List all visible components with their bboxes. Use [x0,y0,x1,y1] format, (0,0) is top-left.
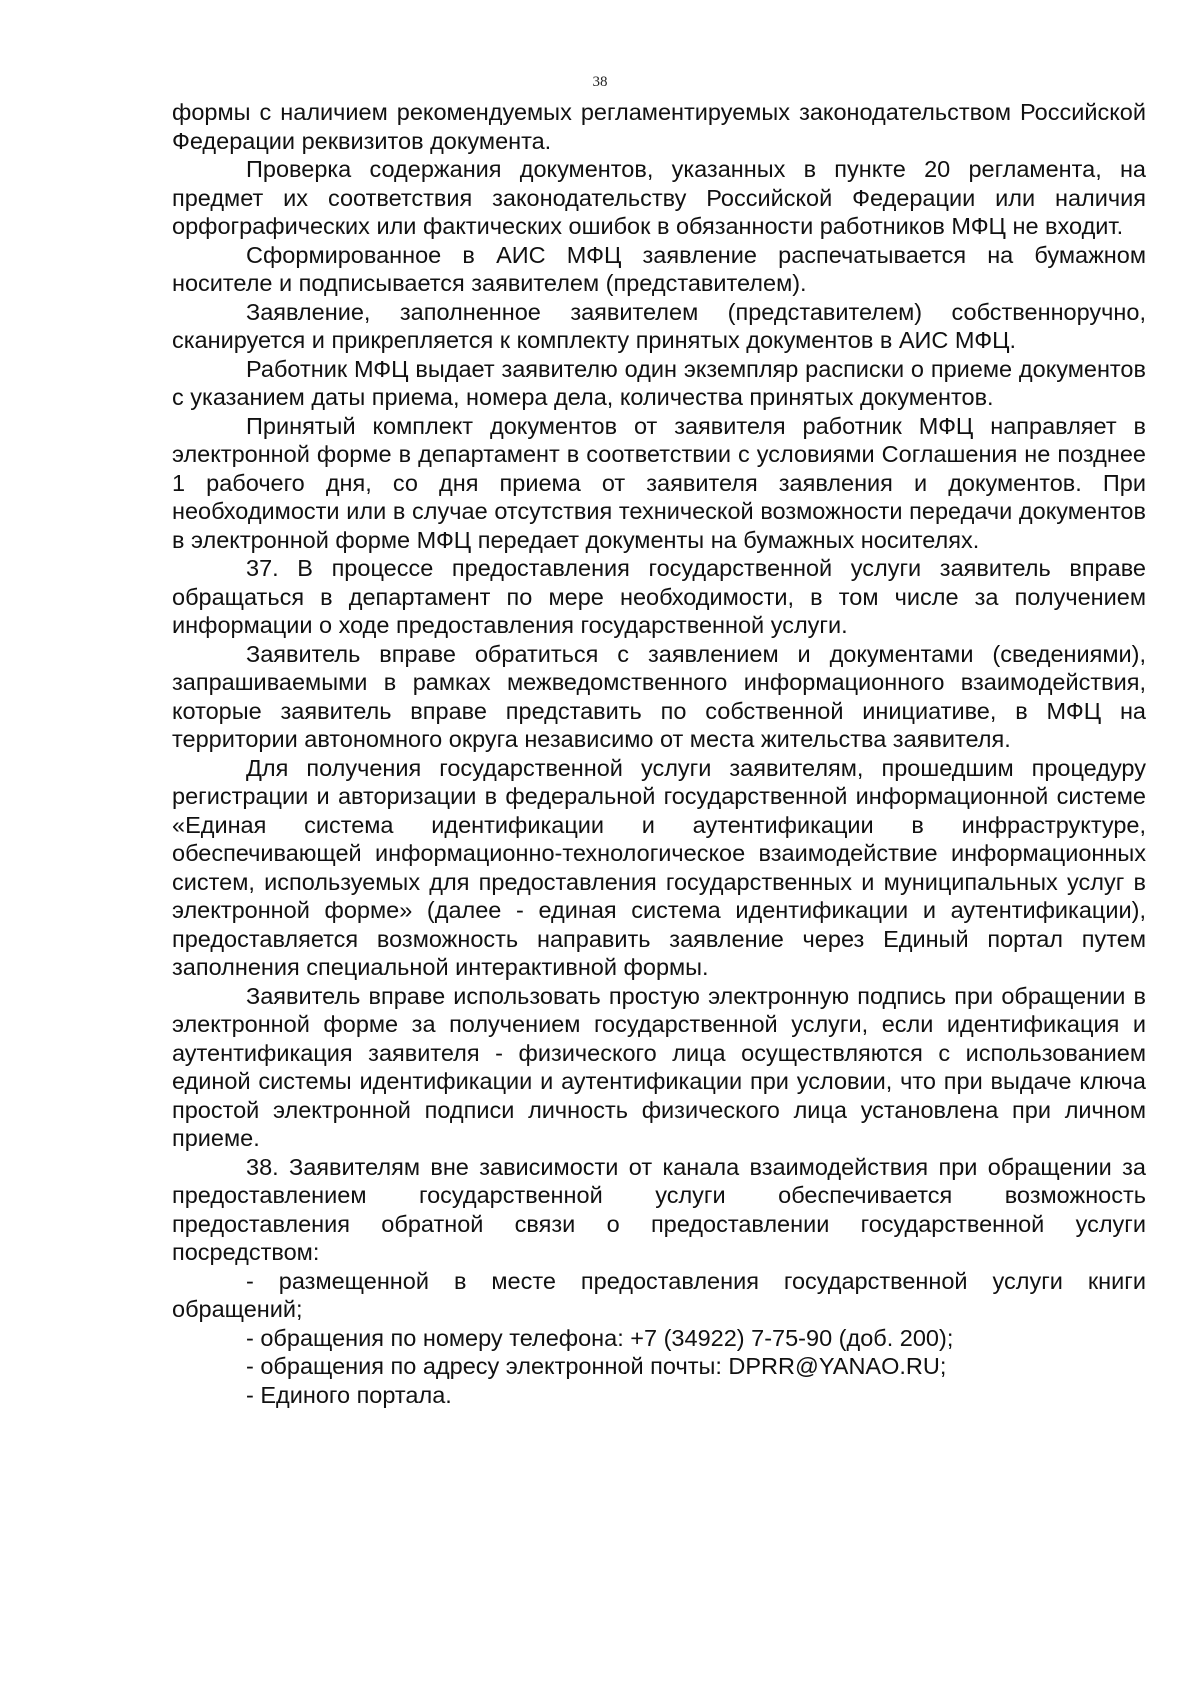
paragraph-interagency: Заявитель вправе обратиться с заявлением и документами (сведениями), запрашиваемыми в рамках межведомственного информационного взаимодействия, которые заявитель вправе представить по собственной инициативе, в МФЦ на территории автономного округа независимо от места жительства заявителя. [172,640,1146,752]
paragraph-transfer: Принятый комплект документов от заявителя работник МФЦ направляет в электронной форме в департамент в соответствии с условиями Соглашения не позднее 1 рабочего дня, со дня приема от заявителя заявления и документов. При необходимости или в случае отсутствия технической возможности передачи документов в электронной форме МФЦ передает документы на бумажных носителях. [172,412,1146,553]
paragraph-signature: Заявитель вправе использовать простую электронную подпись при обращении в электронной форме за получением государственной услуги, если идентификация и аутентификация заявителя - физического лица осуществляются с использованием единой системы идентификации и аутентификации при условии, что при выдаче ключа простой электронной подписи личность физического лица установлена при личном приеме. [172,982,1146,1151]
list-item-book: - размещенной в месте предоставления государственной услуги книги обращений; [172,1267,1146,1322]
document-body [172,98,1146,1409]
list-item-email: - обращения по адресу электронной почты: DPRR@YANAO.RU; [246,1353,947,1379]
list-item-portal: - Единого портала. [246,1381,452,1408]
paragraph-document-check: Проверка содержания документов, указанных в пункте 20 регламента, на предмет их соответствия законодательству Российской Федерации или наличия орфографических или фактических ошибок в обязанности работников МФЦ не входит. [172,156,1146,239]
paragraph-item-37: 37. В процессе предоставления государственной услуги заявитель вправе обращаться в департамент по мере необходимости, в том числе за получением информации о ходе предоставления государственной услуги. [172,555,1146,638]
list-item-phone: - обращения по номеру телефона: +7 (34922) 7-75-90 (доб. 200); [246,1324,954,1351]
page-number: 38 [592,74,608,90]
paragraph-item-38: 38. Заявителям вне зависимости от канала взаимодействия при обращении за предоставлением государственной услуги обеспечивается возможность предоставления обратной связи о предоставлении государственной услуги посредством: [172,1153,1146,1265]
paragraph-ais-application: Сформированное в АИС МФЦ заявление распечатывается на бумажном носителе и подписывается заявителем (представителем). [172,241,1146,296]
paragraph-continuation: формы с наличием рекомендуемых регламентируемых законодательством Российской Федерации реквизитов документа. [172,99,1146,154]
paragraph-receipt: Работник МФЦ выдает заявителю один экземпляр расписки о приеме документов с указанием даты приема, номера дела, количества принятых документов. [172,355,1146,410]
paragraph-handwritten-application: Заявление, заполненное заявителем (представителем) собственноручно, сканируется и прикрепляется к комплекту принятых документов в АИС МФЦ. [172,298,1146,353]
paragraph-esia: Для получения государственной услуги заявителям, прошедшим процедуру регистрации и авторизации в федеральной государственной информационной системе «Единая система идентификации и аутентификации в инфраструктуре, обеспечивающей информационно-технологическое взаимодействие информационных систем, используемых для предоставления государственных и муниципальных услуг в электронной форме» (далее - единая система идентификации и аутентификации), предоставляется возможность направить заявление через Единый портал путем заполнения специальной интерактивной формы. [172,754,1146,980]
